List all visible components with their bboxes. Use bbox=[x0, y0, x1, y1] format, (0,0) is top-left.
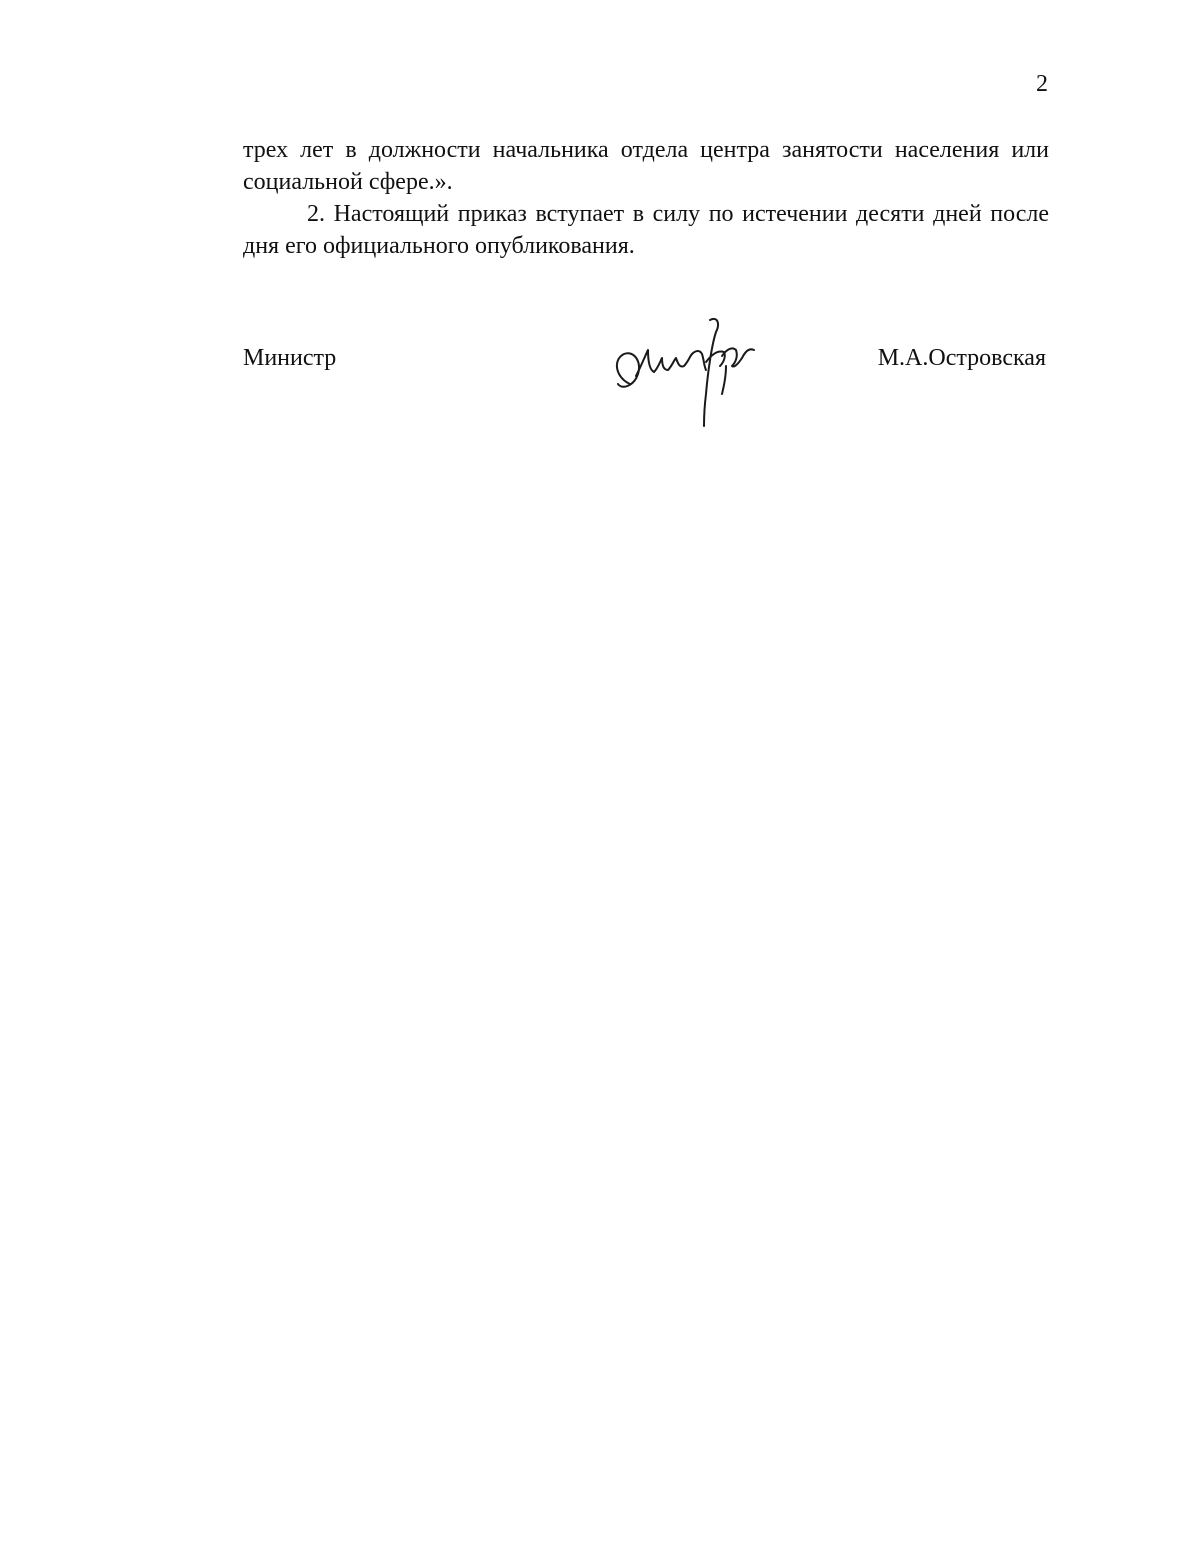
handwritten-signature bbox=[608, 310, 768, 438]
paragraph-continuation: трех лет в должности начальника отдела центра занятости населения или социальной сфере.». bbox=[243, 137, 1049, 195]
signer-name: М.А.Островская bbox=[877, 345, 1046, 371]
signer-position: Министр bbox=[243, 345, 337, 371]
page-number: 2 bbox=[1036, 71, 1048, 97]
paragraph-item-2: 2. Настоящий приказ вступает в силу по истечении десяти дней после дня его официального опубликования. bbox=[243, 201, 1049, 259]
signature-block bbox=[243, 342, 1046, 442]
document-body bbox=[243, 134, 1049, 262]
